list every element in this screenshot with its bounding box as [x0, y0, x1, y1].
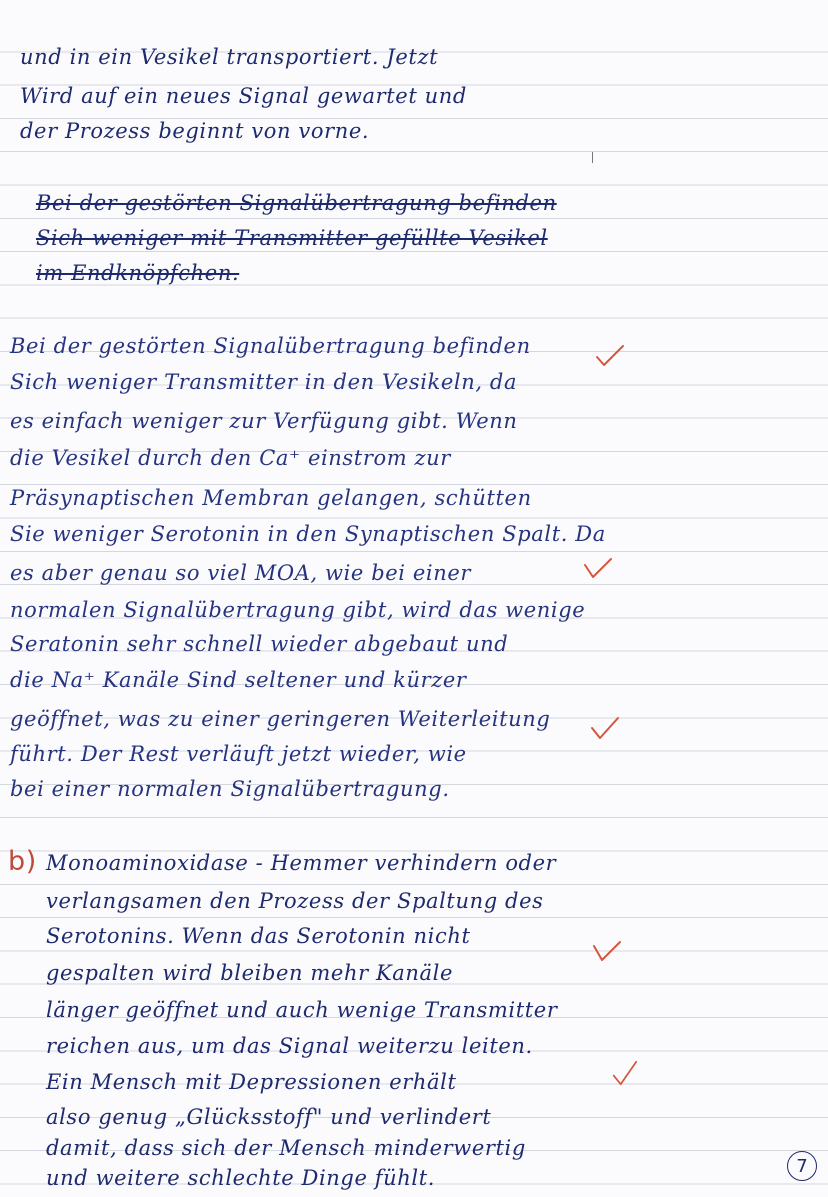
page-number: 7 [787, 1151, 817, 1181]
text-line: bei einer normalen Signalübertragung. [10, 777, 450, 801]
checkmark-icon [590, 716, 620, 742]
text-line: geöffnet, was zu einer geringeren Weiterleitung [10, 707, 551, 731]
text-line: Bei der gestörten Signalübertragung befinden [10, 334, 531, 358]
text-line: Ein Mensch mit Depressionen erhält [46, 1070, 457, 1094]
text-line: die Vesikel durch den Ca⁺ einstrom zur [10, 446, 451, 470]
text-line: damit, dass sich der Mensch minderwertig [46, 1136, 526, 1160]
text-line: es einfach weniger zur Verfügung gibt. Wenn [10, 409, 518, 433]
text-line: gespalten wird bleiben mehr Kanäle [46, 961, 453, 985]
checkmark-icon [610, 1060, 640, 1086]
text-line: verlangsamen den Prozess der Spaltung des [46, 889, 544, 913]
text-line: führt. Der Rest verläuft jetzt wieder, wie [10, 742, 467, 766]
text-line: Präsynaptischen Membran gelangen, schütten [10, 486, 532, 510]
text-line: länger geöffnet und auch wenige Transmitter [46, 998, 558, 1022]
text-line: der Prozess beginnt von vorne. [20, 119, 370, 143]
checkmark-icon [595, 343, 625, 369]
checkmark-icon [583, 557, 613, 583]
text-line: Sich weniger Transmitter in den Vesikeln, da [10, 370, 518, 394]
text-line: und in ein Vesikel transportiert. Jetzt [20, 45, 439, 69]
stray-pen-mark [592, 152, 593, 163]
text-line: also genug „Glücksstoff" und verlindert [46, 1105, 492, 1129]
text-line: reichen aus, um das Signal weiterzu leiten. [46, 1034, 533, 1058]
text-line: Wird auf ein neues Signal gewartet und [20, 84, 467, 108]
text-line: Serotonins. Wenn das Serotonin nicht [46, 924, 471, 948]
text-line: Sie weniger Serotonin in den Synaptischen Spalt. Da [10, 522, 606, 546]
section-label: b) [8, 846, 37, 877]
text-line: es aber genau so viel MOA, wie bei einer [10, 561, 472, 585]
crossed-out-line: Bei der gestörten Signalübertragung befinden [36, 191, 557, 215]
text-line: Seratonin sehr schnell wieder abgebaut und [10, 632, 509, 656]
text-line: die Na⁺ Kanäle Sind seltener und kürzer [10, 668, 467, 692]
text-line: und weitere schlechte Dinge fühlt. [46, 1166, 436, 1190]
text-line: normalen Signalübertragung gibt, wird das wenige [10, 598, 586, 622]
crossed-out-line: Sich weniger mit Transmitter gefüllte Vesikel [36, 226, 548, 250]
text-line: Monoaminoxidase - Hemmer verhindern oder [46, 851, 557, 875]
crossed-out-line: im Endknöpfchen. [36, 261, 240, 285]
checkmark-icon [592, 940, 622, 966]
